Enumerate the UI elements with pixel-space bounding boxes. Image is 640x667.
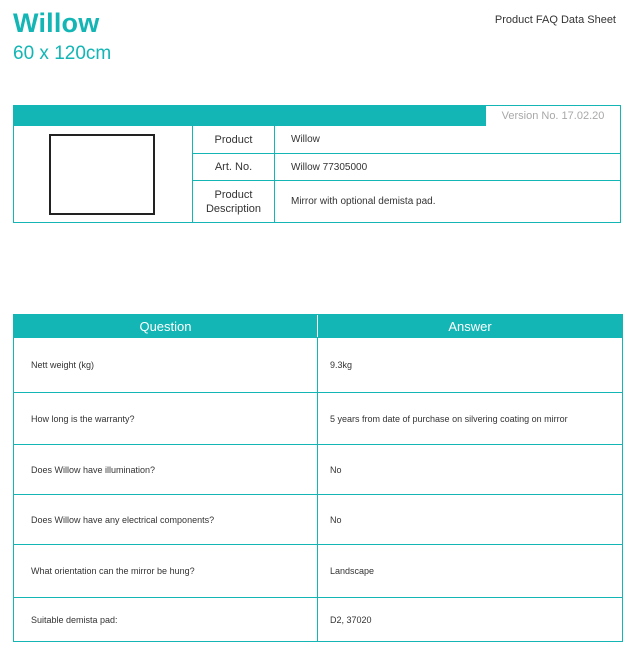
art-no-label: Art. No. [193, 154, 275, 181]
table-row [14, 444, 622, 494]
art-no-value: Willow 77305000 [275, 154, 620, 181]
question-cell: How long is the warranty? [14, 393, 318, 444]
question-header: Question [14, 315, 318, 337]
mirror-image [49, 134, 155, 215]
table-row [14, 544, 622, 597]
product-image-cell [14, 126, 193, 222]
product-title: Willow [13, 8, 100, 38]
question-cell: Nett weight (kg) [14, 338, 318, 392]
answer-cell: No [330, 514, 342, 525]
document-type: Product FAQ Data Sheet [494, 14, 616, 26]
description-value: Mirror with optional demista pad. [291, 196, 436, 207]
product-info-table [13, 105, 621, 223]
description-label: Product Description [193, 181, 275, 222]
answer-cell: No [330, 464, 342, 475]
table-row [14, 494, 622, 544]
table-row [14, 392, 622, 444]
answer-cell: 9.3kg [330, 360, 353, 370]
faq-table [13, 314, 623, 642]
table-row [14, 337, 622, 392]
question-cell: Suitable demista pad: [14, 598, 318, 641]
answer-cell: 5 years from date of purchase on silvering coating on mirror [330, 413, 568, 424]
product-label: Product [193, 126, 275, 154]
product-size: 60 x 120cm [13, 43, 112, 64]
answer-cell: D2, 37020 [330, 614, 372, 625]
table-row [14, 597, 622, 641]
faq-header-row [14, 315, 622, 337]
product-value: Willow [275, 126, 620, 154]
question-cell: Does Willow have any electrical components? [14, 495, 318, 544]
question-cell: Does Willow have illumination? [14, 445, 318, 494]
answer-header: Answer [448, 318, 492, 334]
version-number: Version No. 17.02.20 [485, 106, 620, 126]
question-cell: What orientation can the mirror be hung? [14, 545, 318, 597]
answer-cell: Landscape [330, 566, 375, 576]
